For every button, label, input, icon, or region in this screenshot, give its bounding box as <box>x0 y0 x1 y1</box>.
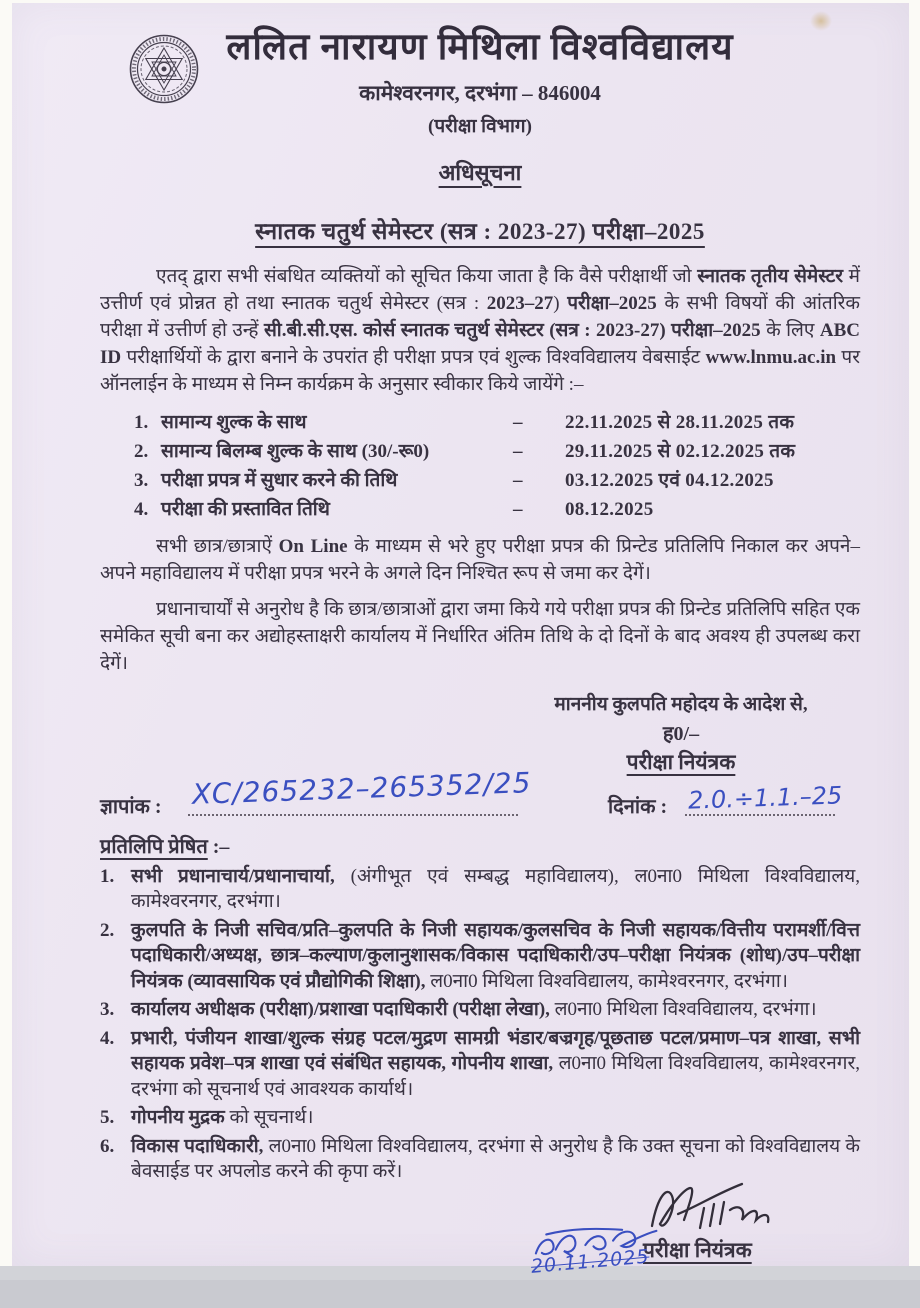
memo-dotted-line <box>188 814 518 816</box>
handwritten-date: 20.11.2025 <box>530 1245 651 1278</box>
item-number: 5. <box>100 1107 115 1129</box>
copies-list <box>100 864 860 1185</box>
list-item <box>100 864 860 915</box>
ho-mark: ह0/– <box>662 722 700 745</box>
schedule-row <box>134 466 860 495</box>
list-item <box>100 997 860 1023</box>
list-item <box>100 918 860 995</box>
item-text: सभी प्रधानाचार्य/प्रधानाचार्या, (अंगीभूत एवं सम्बद्ध महाविद्यालय), ल0ना0 मिथिला विश्वविद्यालय, कामेश्वरनगर, दरभंगा। <box>131 865 860 913</box>
handwritten-note <box>526 1218 670 1286</box>
schedule-row <box>134 408 860 437</box>
copies-heading <box>100 832 860 859</box>
item-text: प्रभारी, पंजीयन शाखा/शुल्क संग्रह पटल/मुद्रण सामग्री भंडार/बज्रगृह/पूछताछ पटल/प्रमाण–पत्र शाखा, सभी सहायक प्रवेश–पत्र शाखा एवं संबंधित सहायक, गोपनीय शाखा, ल0ना0 मिथिला विश्वविद्यालय, कामेश्वरनगर, दरभंगा को सूचनार्थ एवं आवश्यक कार्यार्थ। <box>131 1027 861 1100</box>
document-content <box>12 3 909 1278</box>
row-number: 2. <box>134 440 149 462</box>
document-header <box>100 27 860 187</box>
item-number: 4. <box>100 1027 115 1049</box>
controller-of-examinations-label: परीक्षा नियंत्रक <box>626 749 736 774</box>
schedule-row <box>134 495 860 524</box>
item-number: 2. <box>100 919 115 941</box>
schedule-row <box>134 437 860 466</box>
paragraph-principals-request: प्रधानाचार्यों से अनुरोध है कि छात्र/छात्राओं द्वारा जमा किये गये परीक्षा प्रपत्र की प्रिन्टेड प्रतिलिपि सहित एक समेकित सूची बना कर अद्योहस्ताक्षरी कार्यालय में निर्धारित अंतिम तिथि के दो दिनों के बाद अवश्य ही उपलब्ध करा देगें। <box>100 598 860 674</box>
row-label: परीक्षा की प्रस्तावित तिथि <box>161 498 330 520</box>
memo-number-label: ज्ञापांक : <box>100 795 162 818</box>
row-label: सामान्य बिलम्ब शुल्क के साथ (30/-रू0) <box>161 440 430 462</box>
item-text: गोपनीय मुद्रक को सूचनार्थ। <box>131 1107 314 1129</box>
controller-of-examinations-label: परीक्षा नियंत्रक <box>643 1237 752 1262</box>
university-address: कामेश्वरनगर, दरभंगा – 846004 <box>359 80 601 105</box>
list-item <box>100 1134 860 1185</box>
footer-signature-area <box>100 1188 860 1308</box>
copies-heading-text: प्रतिलिपि प्रेषित <box>100 835 208 858</box>
row-label: परीक्षा प्रपत्र में सुधार करने की तिथि <box>161 469 398 491</box>
notice-heading: अधिसूचना <box>438 159 522 185</box>
paragraph-online-submission: सभी छात्र/छात्राऐं On Line के माध्यम से भरे हुए परीक्षा प्रपत्र की प्रिन्टेड प्रतिलिपि निकाल कर अपने–अपने महाविद्यालय में परीक्षा प्रपत्र भरने के अगले दिन निश्चित रूप से जमा कर देगें। <box>100 535 860 584</box>
row-number: 1. <box>134 411 149 433</box>
paragraph-intro: एतद् द्वारा सभी संबधित व्यक्तियों को सूचित किया जाता है कि वैसे परीक्षार्थी जो स्नातक तृतीय सेमेस्टर में उत्तीर्ण एवं प्रोन्नत हो तथा स्नातक चतुर्थ सेमेस्टर (सत्र : 2023–27) परीक्षा–2025 के सभी विषयों की आंतरिक परीक्षा में उत्तीर्ण हो उन्हें सी.बी.सी.एस. कोर्स स्नातक चतुर्थ सेमेस्टर (सत्र : 2023-27) परीक्षा–2025 के लिए ABC ID परीक्षार्थियों के द्वारा बनाने के उपरांत ही परीक्षा प्रपत्र एवं शुल्क विश्वविद्यालय वेबसाईट www.lnmu.ac.in पर ऑनलाईन के माध्यम से निम्न कार्यक्रम के अनुसार स्वीकार किये जायेंगे :– <box>100 265 861 395</box>
item-text: विकास पदाधिकारी, ल0ना0 मिथिला विश्वविद्यालय, दरभंगा से अनुरोध है कि उक्त सूचना को विश्वविद्यालय के बेवसाईड पर अपलोड करने की कृपा करें। <box>131 1135 860 1183</box>
university-name: ललित नारायण मिथिला विश्वविद्यालय <box>226 27 734 68</box>
order-line: माननीय कुलपति महोदय के आदेश से, <box>554 693 808 715</box>
item-text: कुलपति के निजी सचिव/प्रति–कुलपति के निजी सहायक/कुलसचिव के निजी सहायक/वित्तीय परामर्शी/वित्त पदाधिकारी/अध्यक्ष, छात्र–कल्याण/कुलानुशासक/विकास पदाधिकारी/उप–परीक्षा नियंत्रक (शोध)/उप–परीक्षा नियंत्रक (व्यावसायिक एवं प्रौद्योगिकी शिक्षा), ल0ना0 मिथिला विश्वविद्यालय, कामेश्वरनगर, दरभंगा। <box>131 919 860 992</box>
copies-heading-colon: :– <box>207 835 230 858</box>
row-number: 3. <box>134 469 149 491</box>
list-item <box>100 1105 860 1131</box>
row-dates: 29.11.2025 से 02.12.2025 तक <box>565 440 796 462</box>
item-text: कार्यालय अधीक्षक (परीक्षा)/प्रशाखा पदाधिकारी (परीक्षा लेखा), ल0ना0 मिथिला विश्वविद्यालय, दरभंगा। <box>131 999 817 1021</box>
fee-schedule-list <box>134 408 860 524</box>
row-label: सामान्य शुल्क के साथ <box>161 411 307 433</box>
list-item <box>100 1026 860 1103</box>
item-number: 3. <box>100 999 115 1021</box>
row-dates: 08.12.2025 <box>565 498 654 520</box>
row-dates: 03.12.2025 एवं 04.12.2025 <box>565 469 774 491</box>
department-line: (परीक्षा विभाग) <box>428 115 532 137</box>
item-number: 6. <box>100 1135 115 1157</box>
notification-document <box>12 3 909 1278</box>
document-title: स्नातक चतुर्थ सेमेस्टर (सत्र : 2023-27) परीक्षा–2025 <box>255 218 705 244</box>
item-number: 1. <box>100 865 115 887</box>
row-dates: 22.11.2025 से 28.11.2025 तक <box>565 411 795 433</box>
signature-block <box>506 690 856 776</box>
row-number: 4. <box>134 498 149 520</box>
row-dash: – <box>513 440 523 462</box>
row-dash: – <box>513 469 523 491</box>
date-label: दिनांक : <box>608 795 668 818</box>
date-handwritten: 2.0.÷1.1.–25 <box>687 780 843 815</box>
memo-row <box>100 765 860 832</box>
memo-number-handwritten: XC/265232–265352/25 <box>191 765 532 811</box>
university-seal-icon <box>128 33 200 105</box>
row-dash: – <box>513 411 523 433</box>
row-dash: – <box>513 498 523 520</box>
